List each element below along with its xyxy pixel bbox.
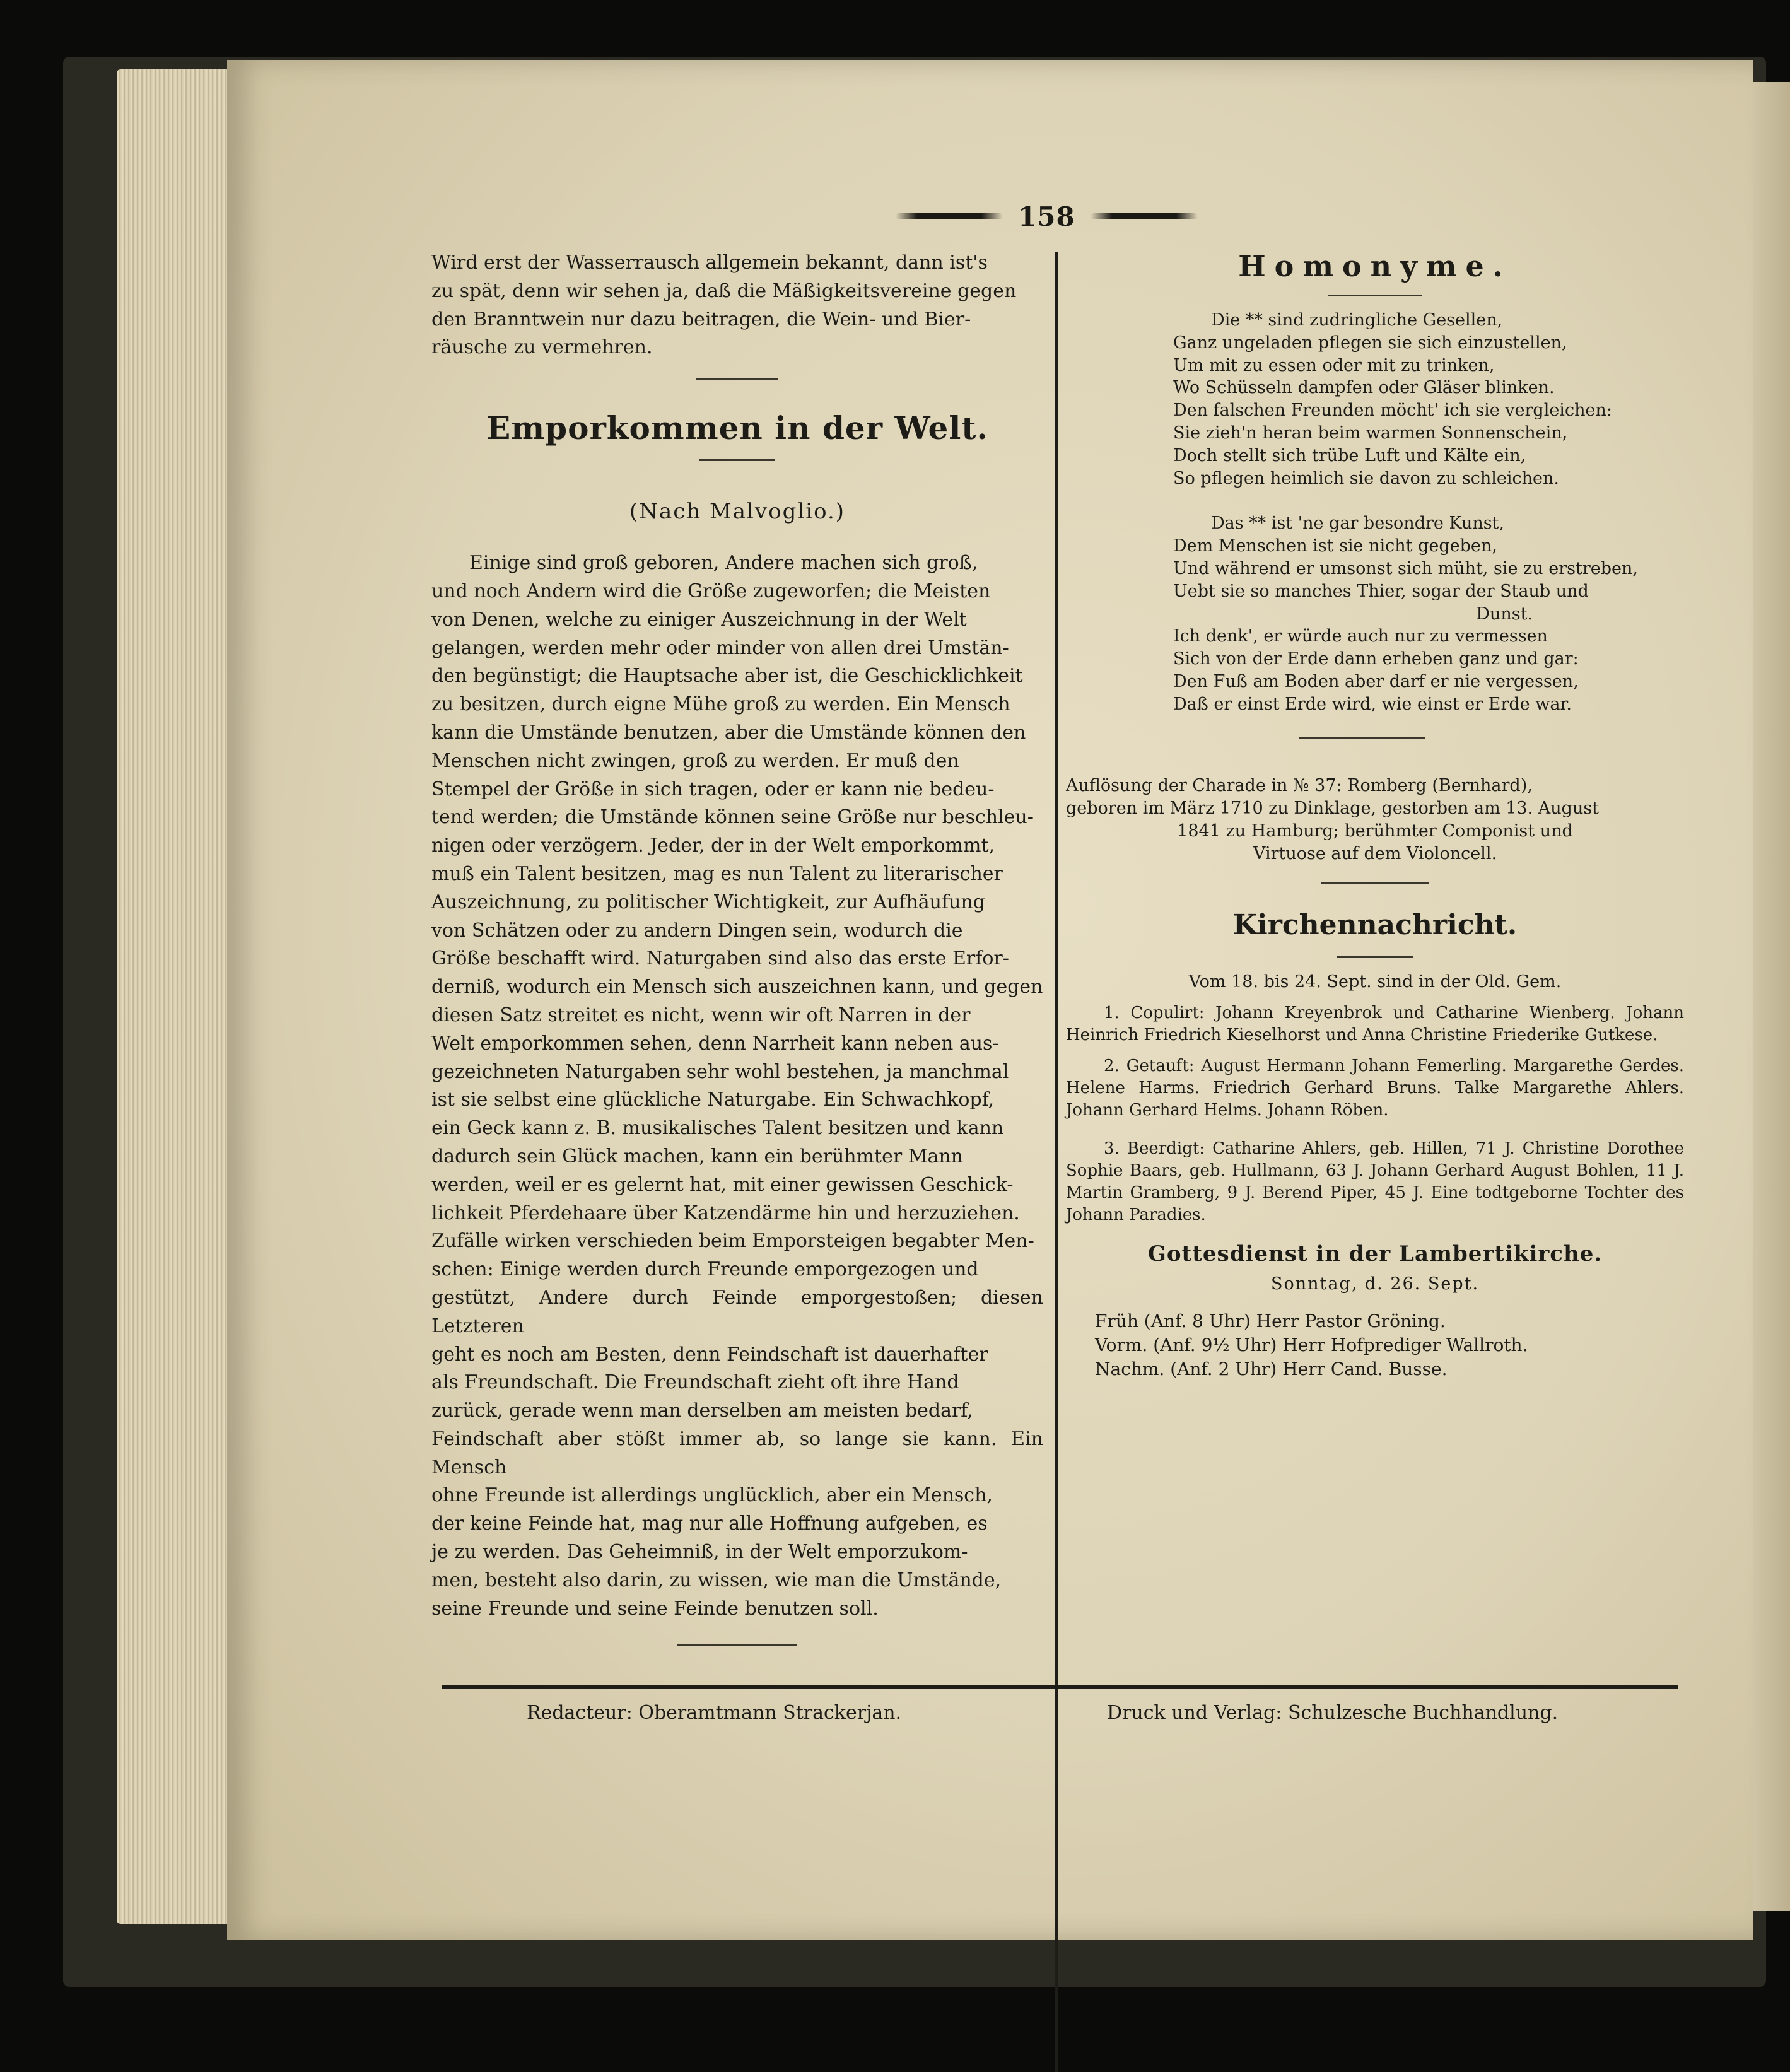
text-line: Feindschaft aber stößt immer ab, so lange sie kann. Ein Mensch xyxy=(431,1427,1043,1478)
text-line: zurück, gerade wenn man derselben am meisten bedarf, xyxy=(431,1400,973,1422)
text-line: geht es noch am Besten, denn Feindschaft ist dauerhafter xyxy=(431,1343,988,1366)
text-line: als Freundschaft. Die Freundschaft zieht oft ihre Hand xyxy=(431,1371,959,1394)
service-line: Früh (Anf. 8 Uhr) Herr Pastor Gröning. xyxy=(1095,1310,1446,1332)
stanza-gap xyxy=(1066,489,1684,512)
text-line: derniß, wodurch ein Mensch sich auszeichnen kann, und gegen xyxy=(431,976,1043,998)
text-line: den Branntwein nur dazu beitragen, die Wein- und Bier- xyxy=(431,308,971,331)
church-period: Vom 18. bis 24. Sept. sind in der Old. Gem. xyxy=(1188,971,1562,992)
poem-line: Um mit zu essen oder mit zu trinken, xyxy=(1173,355,1495,375)
text-line: geboren im März 1710 zu Dinklage, gestorben am 13. August xyxy=(1066,798,1600,818)
footer-editor: Redacteur: Oberamtmann Strackerjan. xyxy=(527,1702,902,1724)
poem-line: Sie zieh'n heran beim warmen Sonnenschein, xyxy=(1173,423,1568,443)
article-body xyxy=(431,549,1043,1623)
article-title: Emporkommen in der Welt. xyxy=(486,409,988,447)
footer-printer: Druck und Verlag: Schulzesche Buchhandlung. xyxy=(1107,1702,1559,1724)
footer-rule xyxy=(442,1685,1678,1689)
text-line: von Denen, welche zu einiger Auszeichnung in der Welt xyxy=(431,608,967,631)
separator-rule xyxy=(1328,295,1422,296)
right-column xyxy=(1066,249,1684,1381)
text-line: dadurch sein Glück machen, kann ein berühmter Mann xyxy=(431,1145,963,1168)
poem-line: Ich denk', er würde auch nur zu vermessen xyxy=(1173,626,1548,647)
text-line: zu besitzen, durch eigne Mühe groß zu werden. Ein Mensch xyxy=(431,693,1010,716)
text-line: Einige sind groß geboren, Andere machen sich groß, xyxy=(469,552,978,575)
text-line: lichkeit Pferdehaare über Katzendärme hin und herzuziehen. xyxy=(431,1202,1020,1224)
text-line: schen: Einige werden durch Freunde emporgezogen und xyxy=(431,1258,979,1281)
text-line: werden, weil er es gelernt hat, mit einer gewissen Geschick- xyxy=(431,1173,1014,1196)
baptized-entry: 2. Getauft: August Hermann Johann Femerling. Margarethe Gerdes. Helene Harms. Friedrich Gerhard Bruns. Talke Margarethe Ahlers. Johann Gerhard Helms. Johann Röben. xyxy=(1066,1056,1684,1120)
separator-rule xyxy=(1337,956,1413,958)
text-line: Größe beschafft wird. Naturgaben sind also das erste Erfor- xyxy=(431,947,1009,970)
text-line: Stempel der Größe in sich tragen, oder er kann nie bedeu- xyxy=(431,778,995,800)
text-line: und noch Andern wird die Größe zugeworfen; die Meisten xyxy=(431,580,991,602)
header-ornament-right xyxy=(1091,213,1198,219)
poem-line: Das ** ist 'ne gar besondre Kunst, xyxy=(1211,513,1505,534)
column-divider xyxy=(1055,252,1058,2072)
separator-rule xyxy=(1321,882,1429,884)
text-line: ist sie selbst eine glückliche Naturgabe. Ein Schwachkopf, xyxy=(431,1089,995,1111)
poem-line: Den Fuß am Boden aber darf er nie vergessen, xyxy=(1173,671,1579,691)
poem-line: Ganz ungeladen pflegen sie sich einzustellen, xyxy=(1173,332,1567,353)
text-line: den begünstigt; die Hauptsache aber ist, die Geschicklichkeit xyxy=(431,665,1023,688)
text-line: ein Geck kann z. B. musikalisches Talent besitzen und kann xyxy=(431,1117,1004,1140)
homonyme-title: Homonyme. xyxy=(1238,249,1512,283)
separator-rule xyxy=(696,378,778,380)
text-line: von Schätzen oder zu andern Dingen sein, wodurch die xyxy=(431,919,963,942)
text-line: diesen Satz streitet es nicht, wenn wir oft Narren in der xyxy=(431,1004,971,1026)
poem-line: Dunst. xyxy=(1476,604,1533,624)
separator-rule xyxy=(699,459,775,461)
text-line: räusche zu vermehren. xyxy=(431,336,653,359)
text-line: ohne Freunde ist allerdings unglücklich, aber ein Mensch, xyxy=(431,1484,993,1507)
service-line: Nachm. (Anf. 2 Uhr) Herr Cand. Busse. xyxy=(1095,1358,1448,1379)
text-line: Menschen nicht zwingen, groß zu werden. Er muß den xyxy=(431,749,959,772)
poem-stanza-1 xyxy=(1173,309,1684,489)
text-line: Auszeichnung, zu politischer Wichtigkeit, zur Aufhäufung xyxy=(431,891,985,913)
poem-line: Sich von der Erde dann erheben ganz und gar: xyxy=(1173,649,1579,669)
text-line: seine Freunde und seine Feinde benutzen soll. xyxy=(431,1597,879,1620)
text-line: gelangen, werden mehr oder minder von allen drei Umstän- xyxy=(431,636,1009,659)
poem-line: Dem Menschen ist sie nicht gegeben, xyxy=(1173,536,1497,556)
poem-line: Und während er umsonst sich müht, sie zu erstreben, xyxy=(1173,558,1638,578)
text-line: Zufälle wirken verschieden beim Emporsteigen begabter Men- xyxy=(431,1230,1034,1253)
text-line: gestützt, Andere durch Feinde emporgestoßen; diesen Letzteren xyxy=(431,1286,1043,1337)
poem-line: Die ** sind zudringliche Gesellen, xyxy=(1211,310,1503,330)
text-line: tend werden; die Umstände können seine Größe nur beschleu- xyxy=(431,806,1034,829)
poem-line: Doch stellt sich trübe Luft und Kälte ein, xyxy=(1173,445,1526,465)
text-line: gezeichneten Naturgaben sehr wohl bestehen, ja manchmal xyxy=(431,1060,1009,1083)
buried-entry: 3. Beerdigt: Catharine Ahlers, geb. Hillen, 71 J. Christine Dorothee Sophie Baars, geb. Hullmann, 63 J. Johann Gerhard August Bohlen, 11 J. Martin Gramberg, 9 J. Berend Piper, 45 J. Eine todtgeborne Tochter des Johann Paradies. xyxy=(1066,1138,1684,1224)
text-line: Wird erst der Wasserrausch allgemein bekannt, dann ist's xyxy=(431,252,988,274)
text-line: Welt emporkommen sehen, denn Narrheit kann neben aus- xyxy=(431,1032,999,1055)
page-number: 158 xyxy=(1018,201,1075,232)
poem-line: Daß er einst Erde wird, wie einst er Erde war. xyxy=(1173,694,1572,714)
poem-line: Wo Schüsseln dampfen oder Gläser blinken. xyxy=(1173,378,1555,398)
poem-line: Den falschen Freunden möcht' ich sie vergleichen: xyxy=(1173,401,1612,421)
next-page-edge xyxy=(1753,82,1790,1911)
service-title: Gottesdienst in der Lambertikirche. xyxy=(1147,1241,1603,1267)
text-line: kann die Umstände benutzen, aber die Umstände können den xyxy=(431,721,1026,744)
article-subtitle: (Nach Malvoglio.) xyxy=(629,499,846,525)
intro-paragraph xyxy=(431,249,1043,362)
left-column xyxy=(431,249,1043,1659)
text-line: muß ein Talent besitzen, mag es nun Talent zu literarischer xyxy=(431,862,1003,885)
header-ornament-left xyxy=(896,213,1003,219)
text-line: nigen oder verzögern. Jeder, der in der Welt emporkommt, xyxy=(431,834,995,857)
text-line: der keine Feinde hat, mag nur alle Hoffnung aufgeben, es xyxy=(431,1513,988,1535)
church-news-title: Kirchennachricht. xyxy=(1232,908,1518,941)
poem-stanza-2 xyxy=(1173,512,1684,715)
poem-line: So pflegen heimlich sie davon zu schleichen. xyxy=(1173,468,1559,488)
service-date: Sonntag, d. 26. Sept. xyxy=(1270,1273,1480,1294)
text-line: Auflösung der Charade in № 37: Romberg (Bernhard), xyxy=(1066,775,1533,795)
service-line: Vorm. (Anf. 9½ Uhr) Herr Hofprediger Wallroth. xyxy=(1095,1334,1528,1355)
separator-rule xyxy=(1299,737,1425,739)
charade-solution xyxy=(1066,775,1684,865)
poem-line: Uebt sie so manches Thier, sogar der Staub und xyxy=(1173,581,1589,601)
text-line: men, besteht also darin, zu wissen, wie man die Umstände, xyxy=(431,1569,1002,1591)
end-rule xyxy=(677,1644,797,1646)
copulated-entry: 1. Copulirt: Johann Kreyenbrok und Catharine Wienberg. Johann Heinrich Friedrich Kieselhorst und Anna Christine Friederike Gutkese. xyxy=(1066,1003,1684,1045)
text-line: je zu werden. Das Geheimniß, in der Welt emporzukom- xyxy=(431,1541,968,1564)
text-line: 1841 zu Hamburg; berühmter Componist und xyxy=(1177,821,1573,841)
page-header xyxy=(896,201,1224,232)
text-line: Virtuose auf dem Violoncell. xyxy=(1253,843,1497,863)
text-line: zu spät, denn wir sehen ja, daß die Mäßigkeitsvereine gegen xyxy=(431,279,1017,302)
